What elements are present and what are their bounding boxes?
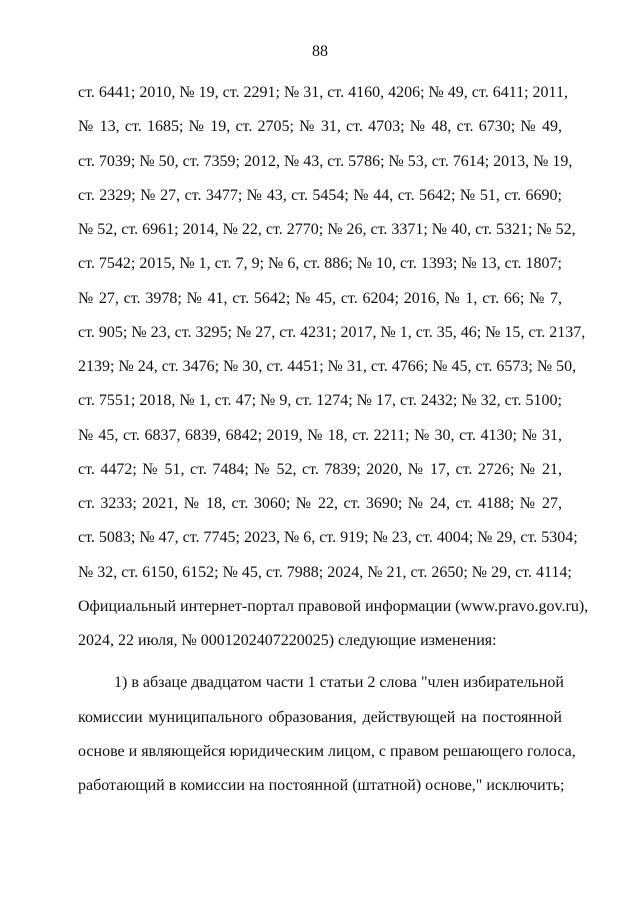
text-line: ст. 4472; № 51, ст. 7484; № 52, ст. 7839; 2020, № 17, ст. 2726; № 21, [78, 460, 562, 478]
document-body [78, 76, 589, 803]
text-line: № 52, ст. 6961; 2014, № 22, ст. 2770; № 26, ст. 3371; № 40, ст. 5321; № 52, [78, 221, 576, 238]
page-number: 88 [312, 43, 328, 60]
text-line: ст. 5083; № 47, ст. 7745; 2023, № 6, ст. 919; № 23, ст. 4004; № 29, ст. 5304; [78, 529, 578, 547]
text-line: Официальный интернет-портал правовой информации (www.pravo.gov.ru), [78, 597, 589, 615]
list-item-1-line-last: работающий в комиссии на постоянной (штатной) основе," исключить; [78, 777, 565, 794]
text-line: ст. 7542; 2015, № 1, ст. 7, 9; № 6, ст. 886; № 10, ст. 1393; № 13, ст. 1807; [78, 255, 562, 273]
text-line: ст. 2329; № 27, ст. 3477; № 43, ст. 5454; № 44, ст. 5642; № 51, ст. 6690; [78, 186, 562, 204]
list-item-1-line: основе и являющейся юридическим лицом, с правом решающего голоса, [78, 742, 576, 760]
text-line: № 32, ст. 6150, 6152; № 45, ст. 7988; 2024, № 21, ст. 2650; № 29, ст. 4114; [78, 563, 572, 581]
list-item-1-line: 1) в абзаце двадцатом части 1 статьи 2 слова "член избирательной [114, 674, 564, 692]
text-line: № 13, ст. 1685; № 19, ст. 2705; № 31, ст. 4703; № 48, ст. 6730; № 49, [78, 118, 562, 136]
paragraph-spacer [78, 658, 562, 666]
text-line: № 27, ст. 3978; № 41, ст. 5642; № 45, ст. 6204; 2016, № 1, ст. 66; № 7, [78, 289, 562, 307]
text-line: ст. 7551; 2018, № 1, ст. 47; № 9, ст. 1274; № 17, ст. 2432; № 32, ст. 5100; [78, 392, 562, 410]
text-line: ст. 7039; № 50, ст. 7359; 2012, № 43, ст. 5786; № 53, ст. 7614; 2013, № 19, [78, 152, 573, 170]
text-line: ст. 6441; 2010, № 19, ст. 2291; № 31, ст. 4160, 4206; № 49, ст. 6411; 2011, [78, 84, 568, 101]
text-line-last: 2024, 22 июля, № 0001202407220025) следующие изменения: [78, 632, 497, 649]
text-line: ст. 3233; 2021, № 18, ст. 3060; № 22, ст. 3690; № 24, ст. 4188; № 27, [78, 495, 562, 512]
text-line: № 45, ст. 6837, 6839, 6842; 2019, № 18, ст. 2211; № 30, ст. 4130; № 31, [78, 426, 562, 444]
list-item-1-line: комиссии муниципального образования, действующей на постоянной [78, 708, 562, 726]
text-line: ст. 905; № 23, ст. 3295; № 27, ст. 4231; 2017, № 1, ст. 35, 46; № 15, ст. 2137, [78, 323, 586, 341]
text-line: 2139; № 24, ст. 3476; № 30, ст. 4451; № 31, ст. 4766; № 45, ст. 6573; № 50, [78, 358, 577, 375]
